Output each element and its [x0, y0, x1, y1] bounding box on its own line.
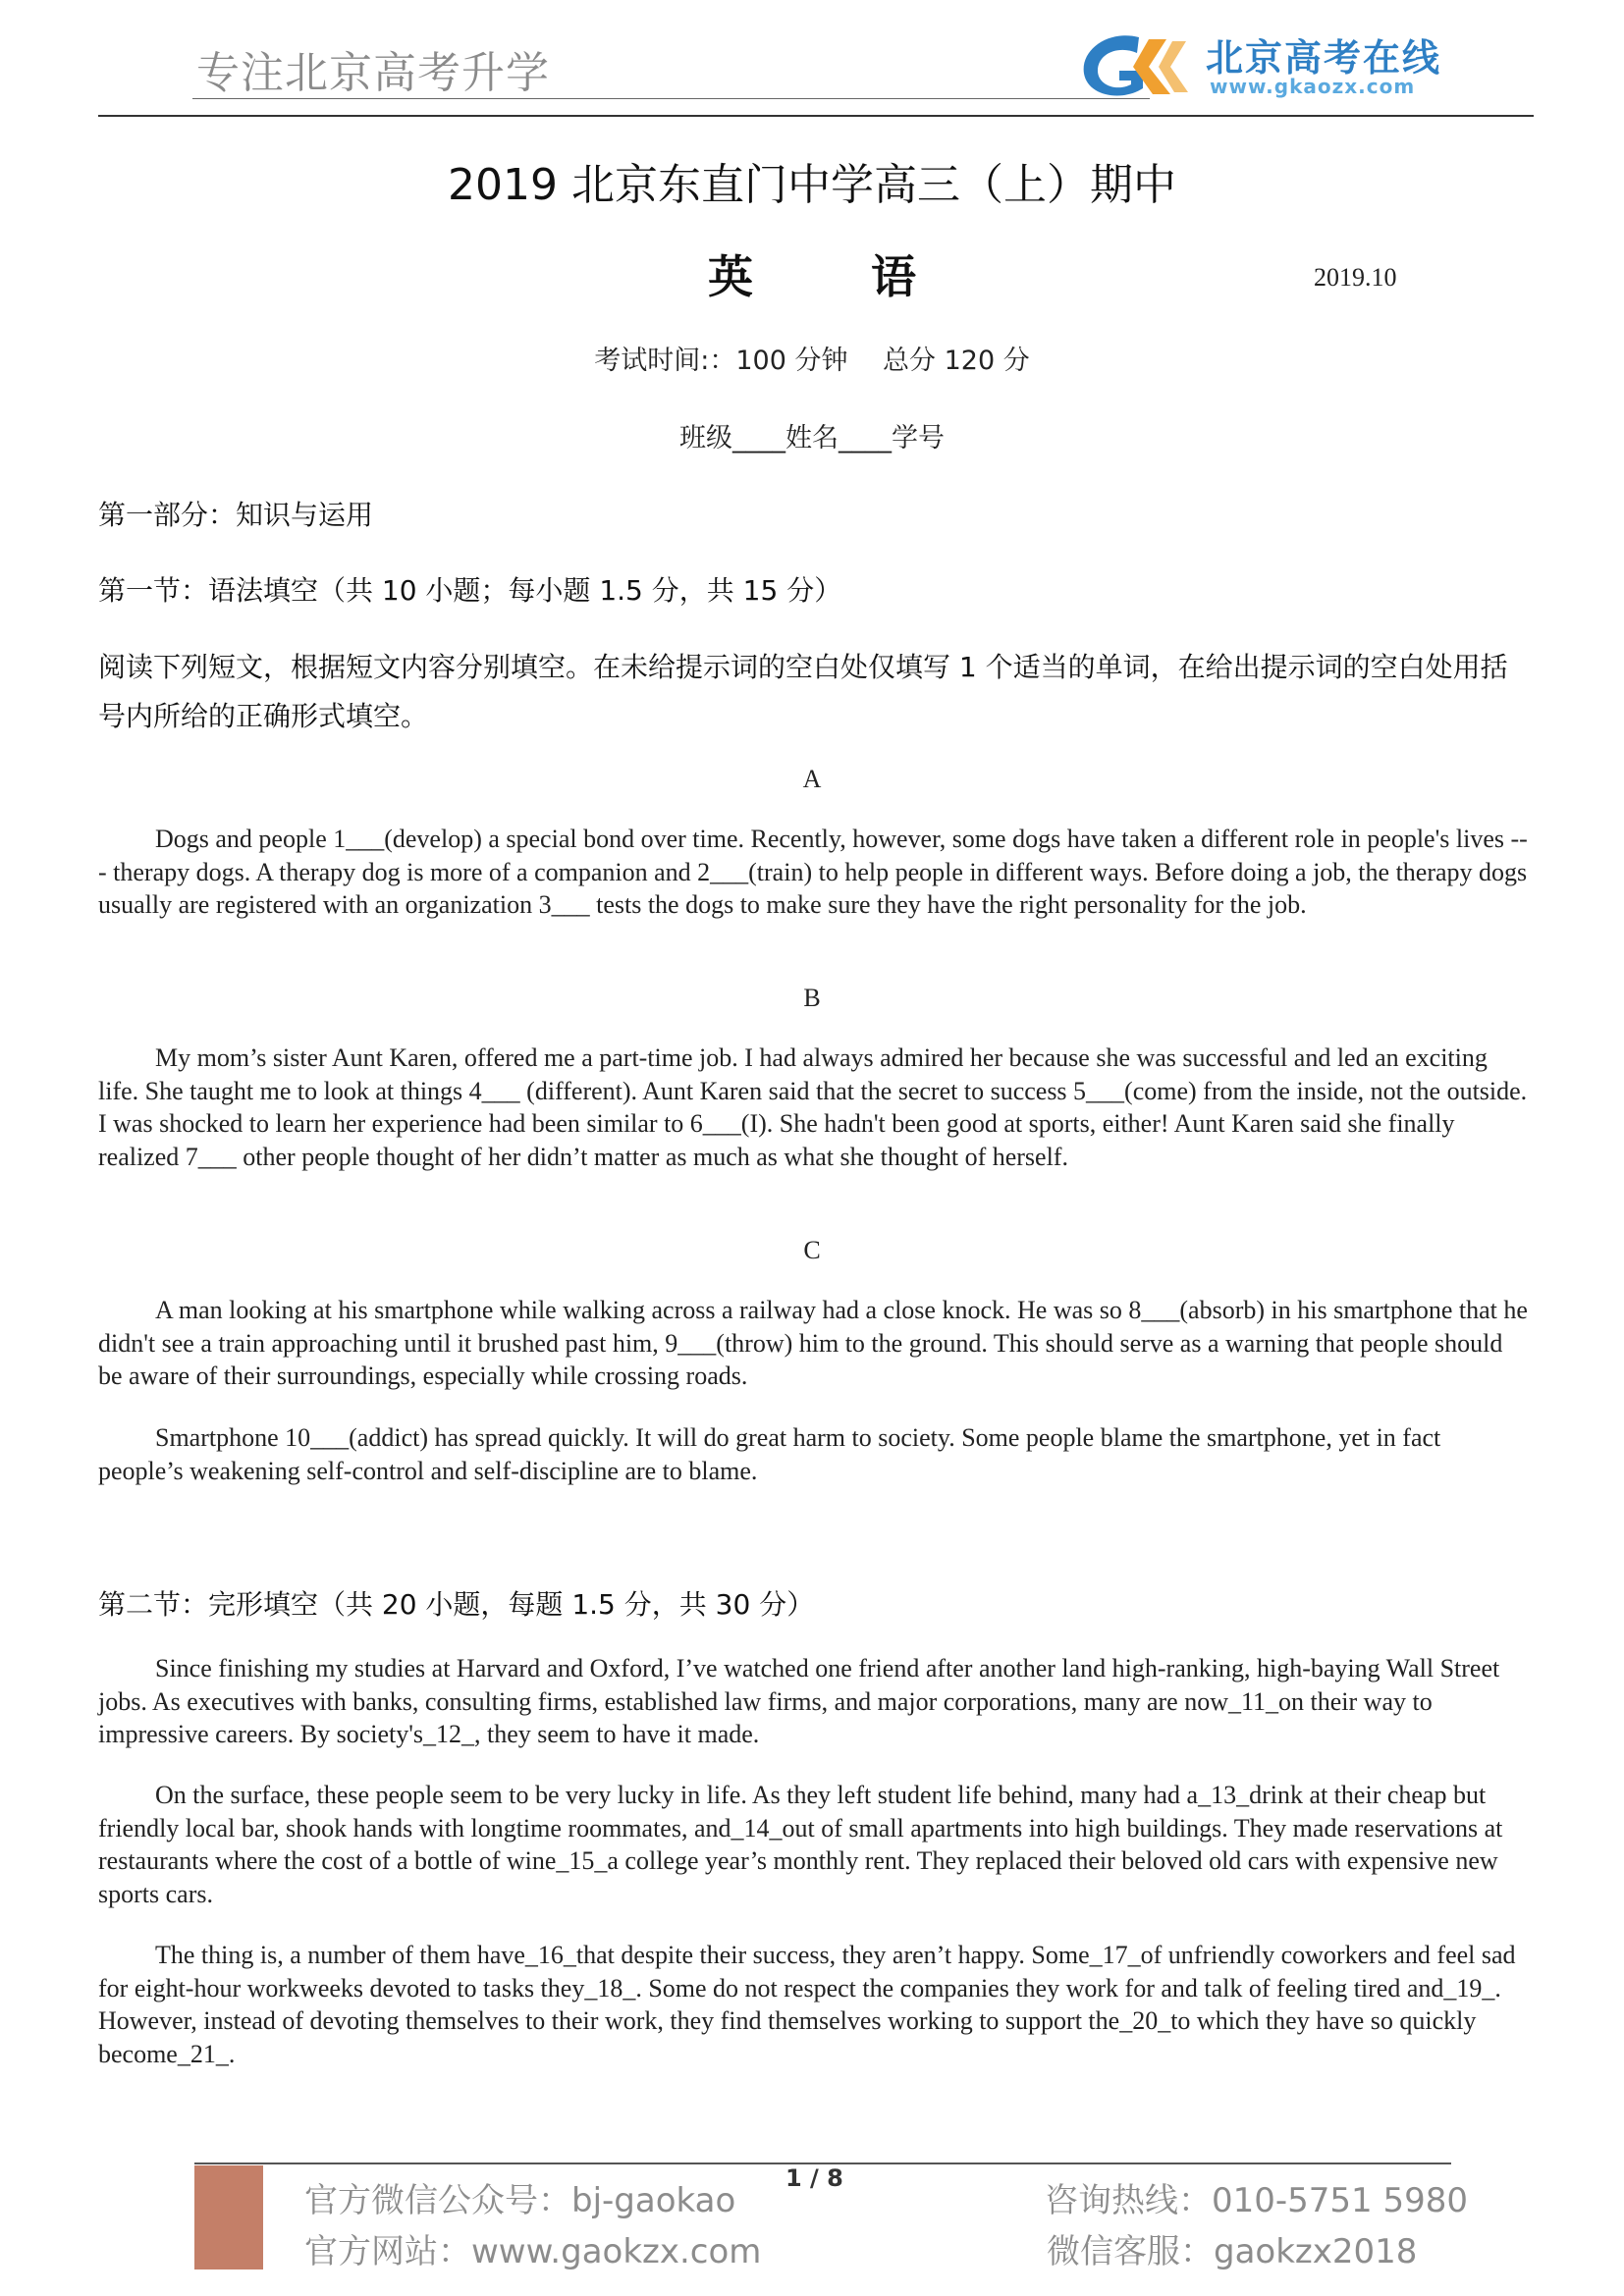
- footer-website: 官方网站：www.gaokzx.com: [304, 2232, 762, 2271]
- footer-accent-block: [194, 2165, 263, 2269]
- slogan: 专注北京高考升学: [196, 48, 550, 98]
- passage-letter-a: A: [802, 765, 822, 793]
- exam-info: 考试时间:：100 分钟 总分 120 分: [594, 346, 1030, 376]
- footer-hotline: 咨询热线：010-5751 5980: [1045, 2181, 1469, 2220]
- cloze-paragraph-1: Since finishing my studies at Harvard and Oxford, I’ve watched one friend after another land high-ranking, high-baying Wall Street jobs. As executives with banks, consulting firms, established law firms, and major corporations, many are now_11_on their way to impressive careers. By society's_12_, they seem to have it made.: [98, 1654, 1500, 1748]
- section-instructions: 阅读下列短文，根据短文内容分别填空。在未给提示词的空白处仅填写 1 个适当的单词，在给出提示词的空白处用括号内所给的正确形式填空。: [98, 651, 1508, 732]
- section-heading-grammar: 第一节：语法填空（共 10 小题；每小题 1.5 分，共 15 分）: [98, 574, 842, 607]
- gk-logo-icon: [1070, 20, 1208, 108]
- logo-url: www.gkaozx.com: [1210, 75, 1416, 98]
- passage-c-paragraph-1: A man looking at his smartphone while walking across a railway had a close knock. He was so 8___(absorb) in his smartphone that he didn't see a train approaching until it brushed past him, 9___(throw) him to the ground. This should serve as a warning that people should be aware of their surroundings, especially while crossing roads.: [98, 1296, 1528, 1390]
- passage-a-paragraph: Dogs and people 1___(develop) a special bond over time. Recently, however, some dogs have taken a different role in people's lives --- therapy dogs. A therapy dog is more of a companion and 2___(train) to help people in different ways. Before doing a job, the therapy dogs usually are registered with an organization 3___ tests the dogs to make sure they have the right personality for the job.: [98, 825, 1528, 919]
- section-heading-cloze: 第二节：完形填空（共 20 小题，每题 1.5 分，共 30 分）: [98, 1588, 815, 1621]
- passage-letter-b: B: [803, 984, 821, 1012]
- passage-b-paragraph: My mom’s sister Aunt Karen, offered me a part-time job. I had always admired her because she was successful and led an exciting life. She taught me to look at things 4___ (different). Aunt Karen said that the secret to success 5___(come) from the inside, not the outside. I was shocked to learn her experience had been similar to 6___(I). She hadn't been good at sports, either! Aunt Karen said she finally realized 7___ other people thought of her didn’t matter as much as what she thought of herself.: [98, 1043, 1528, 1171]
- footer-service: 微信客服：gaokzx2018: [1047, 2232, 1418, 2271]
- passage-letter-c: C: [803, 1236, 821, 1264]
- subject-title: 英语: [708, 250, 1034, 303]
- cloze-paragraph-2: On the surface, these people seem to be very lucky in life. As they left student life behind, many had a_13_drink at their cheap but friendly local bar, shook hands with longtime roommates, and_14_out of small apartments into high buildings. They made reservations at restaurants where the cost of a bottle of wine_15_a college year’s monthly rent. They replaced their beloved old cars with expensive new sports cars.: [98, 1781, 1503, 1908]
- part-heading: 第一部分：知识与运用: [98, 499, 374, 531]
- footer-wechat: 官方微信公众号：bj-gaokao: [304, 2181, 736, 2220]
- exam-date: 2019.10: [1314, 263, 1397, 292]
- cloze-paragraph-3: The thing is, a number of them have_16_that despite their success, they aren’t happy. Some_17_of unfriendly coworkers and feel sad for eight-hour workweeks devoted to tasks they_18_. Some do not respect the companies they work for and talk of feeling tired and_19_. However, instead of devoting themselves to their work, they find themselves working to support the_20_to which they have so quickly become_21_.: [98, 1941, 1516, 2068]
- exam-title: 2019 北京东直门中学高三（上）期中: [448, 160, 1176, 210]
- passage-c-paragraph-2: Smartphone 10___(addict) has spread quickly. It will do great harm to society. Some people blame the smartphone, yet in fact people’s weakening self-control and self-discipline are to blame.: [98, 1423, 1441, 1485]
- logo-text: 北京高考在线: [1206, 36, 1442, 80]
- slogan-underline: [192, 98, 1150, 99]
- header-divider: [98, 115, 1534, 117]
- page-number: 1 / 8: [785, 2164, 843, 2192]
- student-info-line: 班级____姓名____学号: [679, 423, 945, 454]
